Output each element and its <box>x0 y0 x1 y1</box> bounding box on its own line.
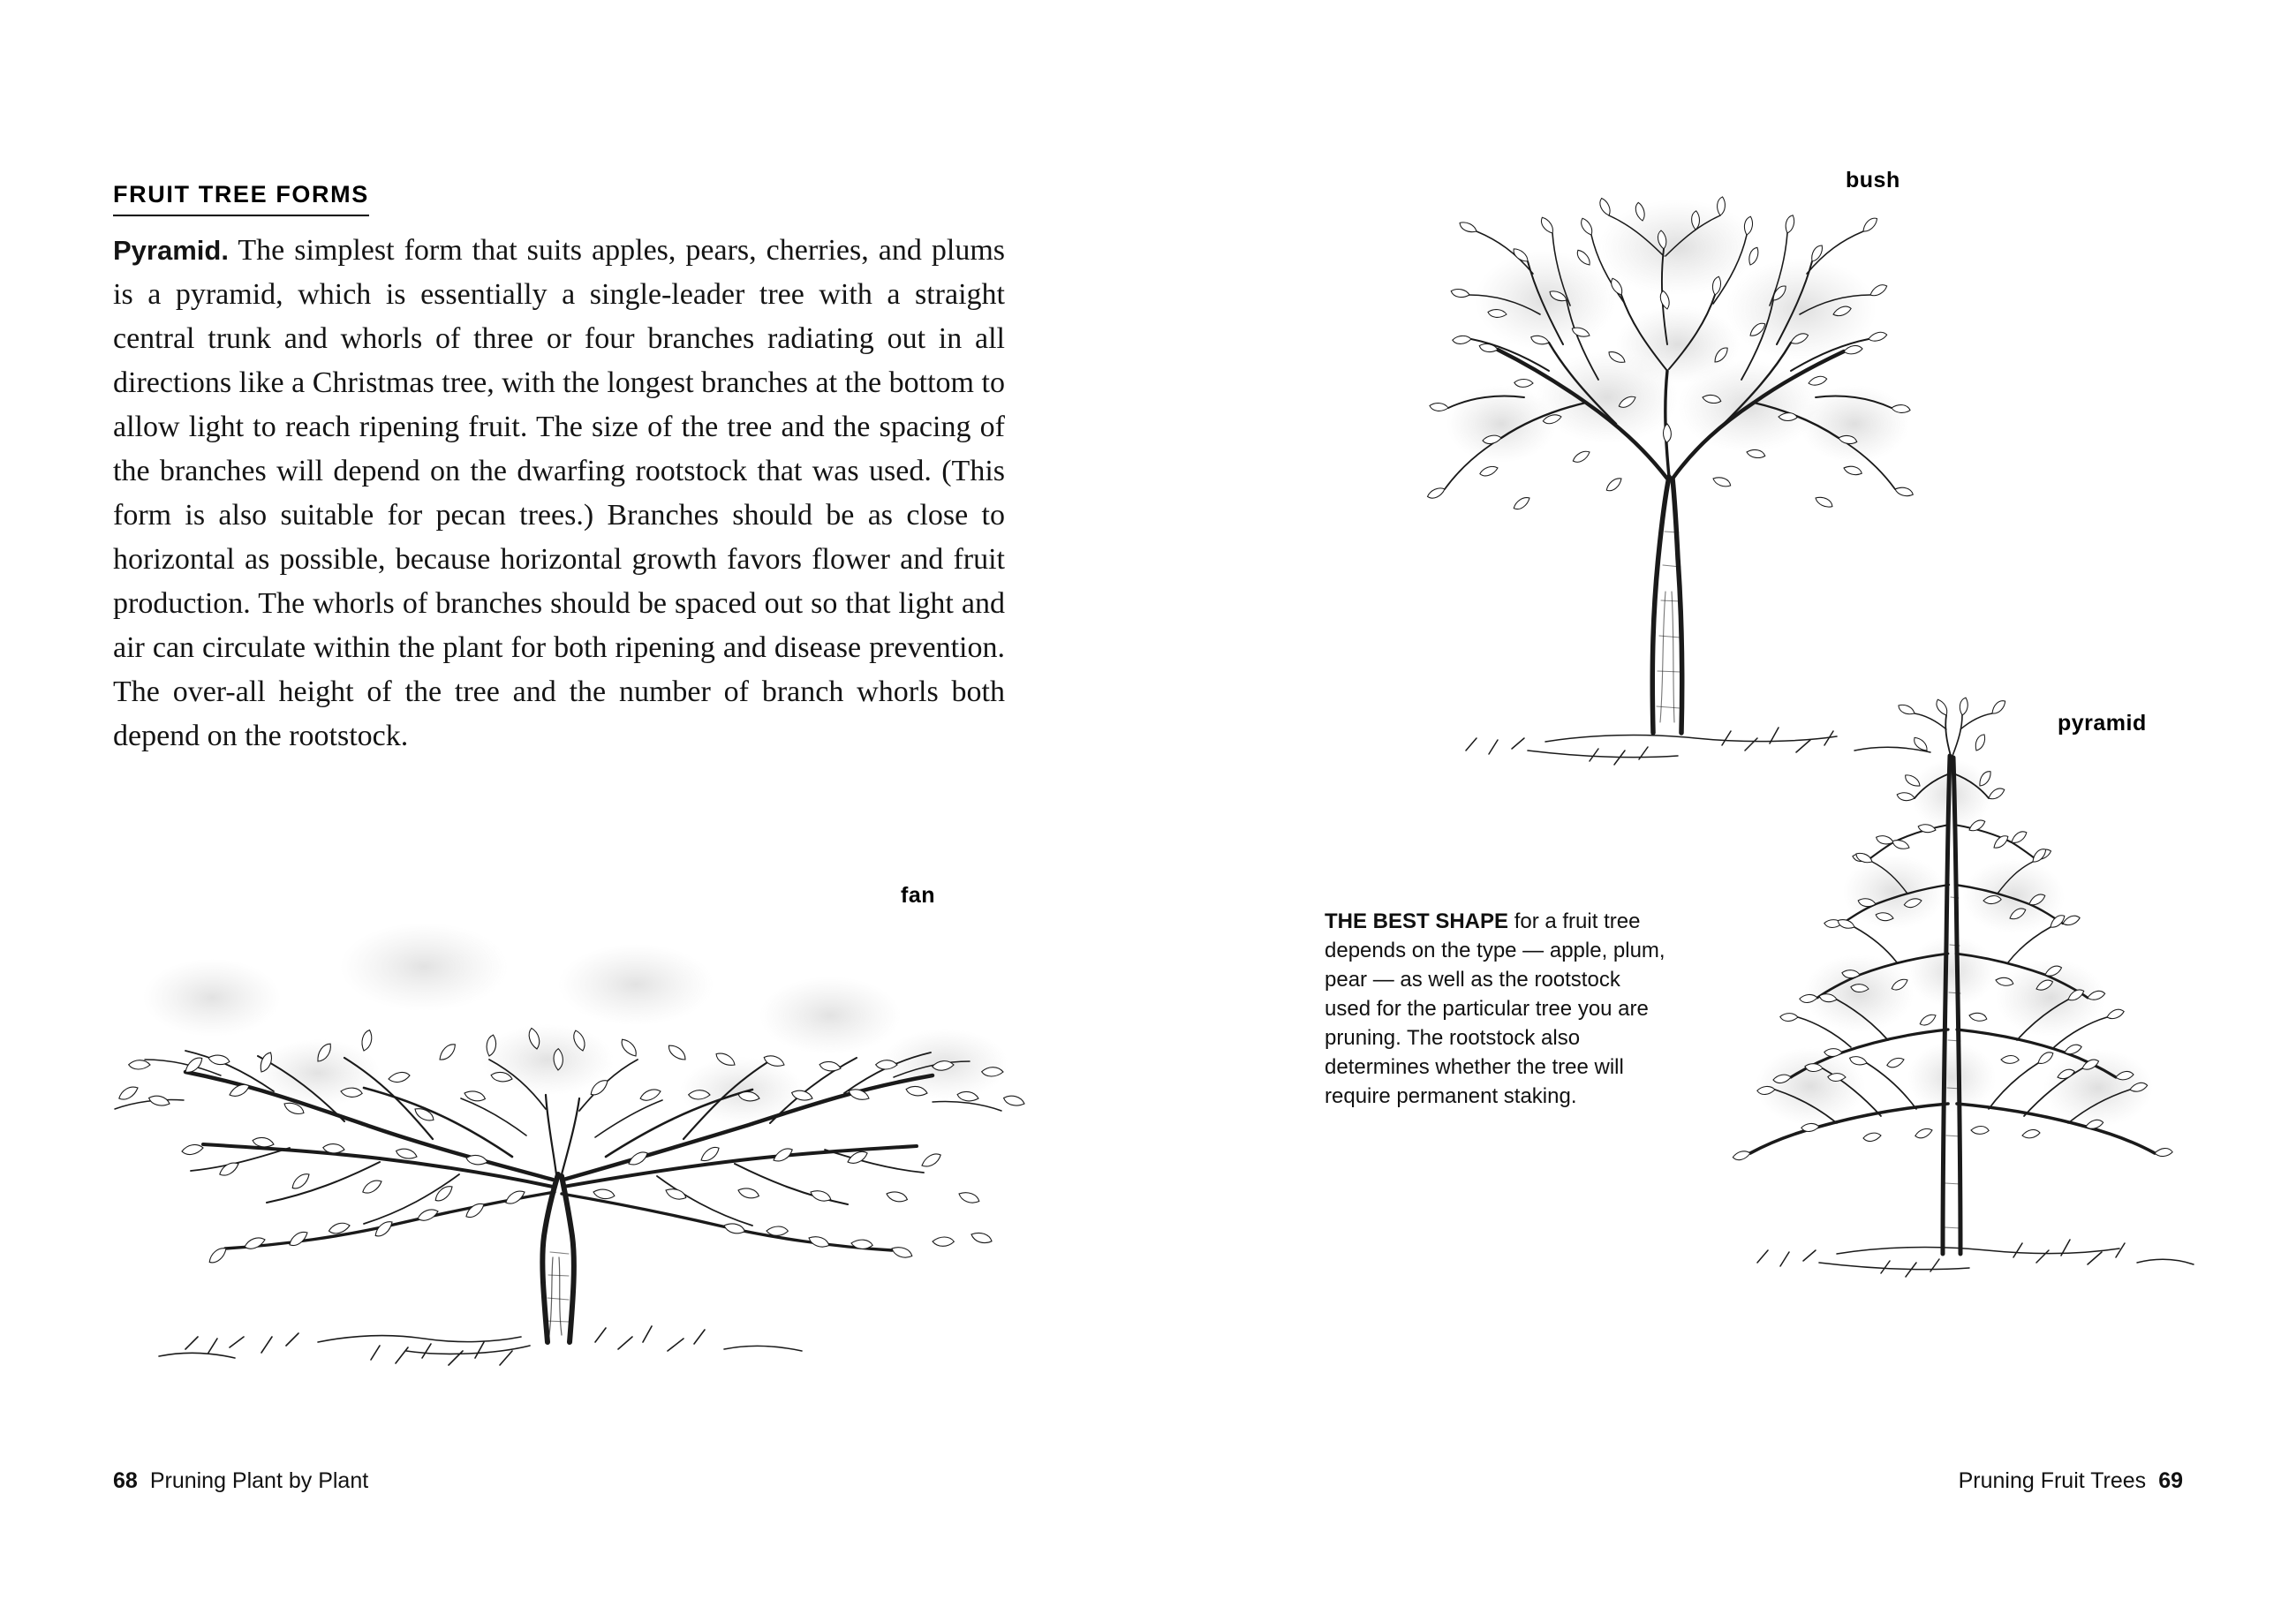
body-paragraph <box>113 229 1005 758</box>
fan-tree-illustration <box>53 883 1104 1377</box>
caption-body: for a fruit tree depends on the type — apple, plum, pear — as well as the rootstock used for the particular tree you are pruning. The rootstock also determines whether the tree will require permanent staking. <box>1325 909 1665 1108</box>
caption-lead-in: THE BEST SHAPE <box>1325 909 1509 933</box>
figure-caption <box>1325 907 1669 1111</box>
figure-label-fan: fan <box>901 883 935 908</box>
paragraph-lead-in: Pyramid. <box>113 235 229 266</box>
footer-left <box>113 1468 368 1494</box>
pyramid-tree-illustration <box>1704 689 2199 1333</box>
footer-right <box>1959 1468 2183 1494</box>
left-page-text-column <box>113 181 1005 758</box>
figure-label-pyramid: pyramid <box>2058 711 2147 736</box>
running-head-right: Pruning Fruit Trees <box>1958 1468 2147 1493</box>
paragraph-body: The simplest form that suits apples, pears, cherries, and plums is a pyramid, which is essentially a single-leader tree with a straight central trunk and whorls of three or four branches radiating out in all directions like a Christmas tree, with the longest branches at the bottom to allow light to reach ripening fruit. The size of the tree and the spacing of the branches will depend on the dwarfing rootstock that was used. (This form is also suitable for pecan trees.) Branches should be as close to horizontal as possible, because horizontal growth favors flower and fruit production. The whorls of branches should be spaced out so that light and air can circulate within the plant for both ripening and disease prevention. The over-all height of the tree and the number of branch whorls both depend on the rootstock. <box>113 234 1005 752</box>
section-heading: FRUIT TREE FORMS <box>113 181 369 216</box>
page-number-right: 69 <box>2158 1468 2183 1493</box>
figure-label-bush: bush <box>1846 168 1900 192</box>
page-number-left: 68 <box>113 1468 138 1493</box>
running-head-left: Pruning Plant by Plant <box>149 1468 369 1493</box>
